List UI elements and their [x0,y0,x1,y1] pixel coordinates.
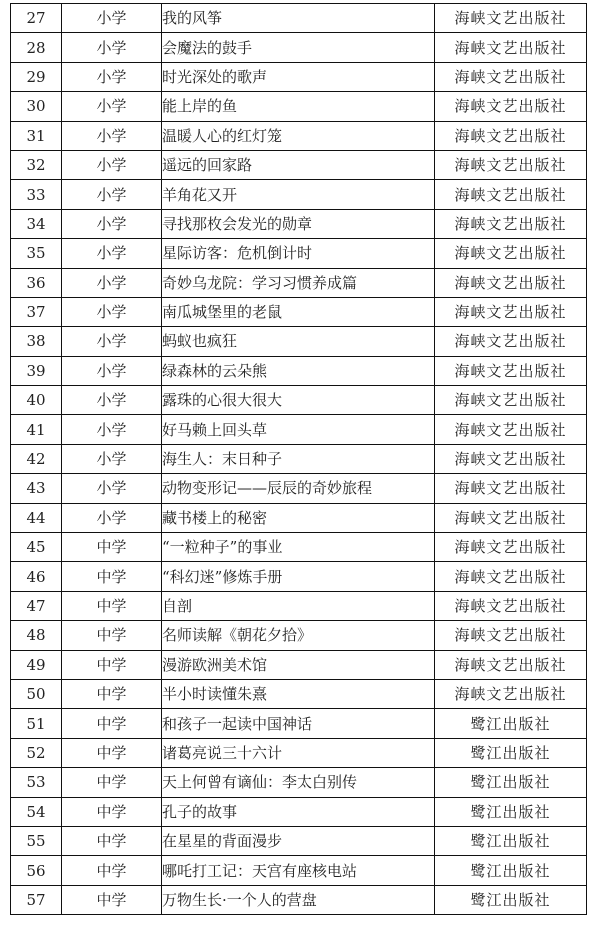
table-row [11,239,587,268]
row-number-cell: 43 [11,474,62,503]
row-number-cell: 32 [11,150,62,179]
table-row [11,33,587,62]
row-number-cell: 27 [11,4,62,33]
school-level-cell: 中学 [62,856,162,885]
row-number-cell: 38 [11,327,62,356]
row-number-cell: 54 [11,797,62,826]
publisher-cell: 海峡文艺出版社 [435,415,587,444]
school-level-cell: 小学 [62,209,162,238]
publisher-cell: 海峡文艺出版社 [435,474,587,503]
table-row [11,503,587,532]
row-number-cell: 39 [11,356,62,385]
table-row [11,92,587,121]
book-list-table [10,3,587,915]
row-number-cell: 57 [11,885,62,914]
book-title-cell: 会魔法的鼓手 [162,33,435,62]
school-level-cell: 小学 [62,356,162,385]
row-number-cell: 36 [11,268,62,297]
table-row [11,415,587,444]
book-title-cell: 温暖人心的红灯笼 [162,121,435,150]
book-title-cell: “一粒种子”的事业 [162,533,435,562]
table-row [11,533,587,562]
book-title-cell: 时光深处的歌声 [162,62,435,91]
table-row [11,121,587,150]
school-level-cell: 小学 [62,415,162,444]
book-title-cell: 在星星的背面漫步 [162,826,435,855]
book-title-cell: 藏书楼上的秘密 [162,503,435,532]
table-row [11,768,587,797]
book-title-cell: 漫游欧洲美术馆 [162,650,435,679]
row-number-cell: 28 [11,33,62,62]
row-number-cell: 51 [11,709,62,738]
school-level-cell: 中学 [62,885,162,914]
table-row [11,709,587,738]
table-row [11,621,587,650]
school-level-cell: 小学 [62,268,162,297]
book-title-cell: 能上岸的鱼 [162,92,435,121]
publisher-cell: 海峡文艺出版社 [435,356,587,385]
book-title-cell: 海生人：末日种子 [162,444,435,473]
school-level-cell: 小学 [62,444,162,473]
table-row [11,209,587,238]
publisher-cell: 海峡文艺出版社 [435,4,587,33]
book-title-cell: 遥远的回家路 [162,150,435,179]
publisher-cell: 海峡文艺出版社 [435,268,587,297]
publisher-cell: 海峡文艺出版社 [435,591,587,620]
publisher-cell: 海峡文艺出版社 [435,209,587,238]
book-title-cell: 名师读解《朝花夕拾》 [162,621,435,650]
book-title-cell: 诸葛亮说三十六计 [162,738,435,767]
publisher-cell: 海峡文艺出版社 [435,33,587,62]
publisher-cell: 海峡文艺出版社 [435,180,587,209]
book-title-cell: 寻找那枚会发光的勋章 [162,209,435,238]
school-level-cell: 中学 [62,826,162,855]
school-level-cell: 中学 [62,650,162,679]
school-level-cell: 中学 [62,797,162,826]
table-row [11,562,587,591]
school-level-cell: 小学 [62,297,162,326]
publisher-cell: 鹭江出版社 [435,856,587,885]
publisher-cell: 海峡文艺出版社 [435,503,587,532]
school-level-cell: 小学 [62,239,162,268]
book-title-cell: 绿森林的云朵熊 [162,356,435,385]
row-number-cell: 33 [11,180,62,209]
book-title-cell: 动物变形记——辰辰的奇妙旅程 [162,474,435,503]
book-title-cell: 孔子的故事 [162,797,435,826]
book-title-cell: 哪吒打工记：天宫有座核电站 [162,856,435,885]
row-number-cell: 34 [11,209,62,238]
row-number-cell: 48 [11,621,62,650]
school-level-cell: 中学 [62,591,162,620]
book-title-cell: “科幻迷”修炼手册 [162,562,435,591]
publisher-cell: 海峡文艺出版社 [435,533,587,562]
publisher-cell: 海峡文艺出版社 [435,121,587,150]
row-number-cell: 56 [11,856,62,885]
publisher-cell: 海峡文艺出版社 [435,562,587,591]
publisher-cell: 海峡文艺出版社 [435,650,587,679]
row-number-cell: 46 [11,562,62,591]
row-number-cell: 37 [11,297,62,326]
table-row [11,327,587,356]
table-row [11,797,587,826]
publisher-cell: 鹭江出版社 [435,826,587,855]
school-level-cell: 小学 [62,33,162,62]
school-level-cell: 小学 [62,150,162,179]
book-title-cell: 和孩子一起读中国神话 [162,709,435,738]
row-number-cell: 55 [11,826,62,855]
book-title-cell: 半小时读懂朱熹 [162,679,435,708]
row-number-cell: 42 [11,444,62,473]
row-number-cell: 44 [11,503,62,532]
row-number-cell: 29 [11,62,62,91]
row-number-cell: 40 [11,386,62,415]
book-title-cell: 露珠的心很大很大 [162,386,435,415]
publisher-cell: 鹭江出版社 [435,709,587,738]
table-row [11,591,587,620]
publisher-cell: 鹭江出版社 [435,768,587,797]
publisher-cell: 海峡文艺出版社 [435,679,587,708]
table-row [11,885,587,914]
table-row [11,297,587,326]
row-number-cell: 35 [11,239,62,268]
table-row [11,268,587,297]
book-title-cell: 自剖 [162,591,435,620]
publisher-cell: 海峡文艺出版社 [435,150,587,179]
school-level-cell: 小学 [62,386,162,415]
school-level-cell: 小学 [62,503,162,532]
table-row [11,650,587,679]
table-row [11,356,587,385]
publisher-cell: 海峡文艺出版社 [435,327,587,356]
table-row [11,62,587,91]
publisher-cell: 海峡文艺出版社 [435,92,587,121]
book-title-cell: 奇妙乌龙院：学习习惯养成篇 [162,268,435,297]
school-level-cell: 小学 [62,121,162,150]
table-row [11,444,587,473]
row-number-cell: 45 [11,533,62,562]
publisher-cell: 海峡文艺出版社 [435,621,587,650]
table-row [11,826,587,855]
publisher-cell: 海峡文艺出版社 [435,297,587,326]
book-title-cell: 南瓜城堡里的老鼠 [162,297,435,326]
school-level-cell: 小学 [62,180,162,209]
row-number-cell: 30 [11,92,62,121]
school-level-cell: 小学 [62,327,162,356]
school-level-cell: 小学 [62,92,162,121]
school-level-cell: 中学 [62,768,162,797]
table-row [11,150,587,179]
book-title-cell: 星际访客：危机倒计时 [162,239,435,268]
book-title-cell: 蚂蚁也疯狂 [162,327,435,356]
table-row [11,386,587,415]
school-level-cell: 中学 [62,709,162,738]
school-level-cell: 中学 [62,738,162,767]
school-level-cell: 小学 [62,4,162,33]
school-level-cell: 中学 [62,679,162,708]
row-number-cell: 49 [11,650,62,679]
book-title-cell: 好马赖上回头草 [162,415,435,444]
publisher-cell: 海峡文艺出版社 [435,239,587,268]
school-level-cell: 中学 [62,621,162,650]
school-level-cell: 小学 [62,474,162,503]
publisher-cell: 鹭江出版社 [435,738,587,767]
row-number-cell: 52 [11,738,62,767]
publisher-cell: 海峡文艺出版社 [435,444,587,473]
table-row [11,4,587,33]
publisher-cell: 海峡文艺出版社 [435,386,587,415]
book-title-cell: 万物生长·一个人的营盘 [162,885,435,914]
school-level-cell: 中学 [62,562,162,591]
table-row [11,738,587,767]
table-body [11,4,587,915]
table-row [11,474,587,503]
publisher-cell: 鹭江出版社 [435,797,587,826]
publisher-cell: 海峡文艺出版社 [435,62,587,91]
school-level-cell: 中学 [62,533,162,562]
row-number-cell: 41 [11,415,62,444]
row-number-cell: 53 [11,768,62,797]
row-number-cell: 47 [11,591,62,620]
school-level-cell: 小学 [62,62,162,91]
book-title-cell: 羊角花又开 [162,180,435,209]
table-row [11,180,587,209]
book-title-cell: 天上何曾有谪仙：李太白别传 [162,768,435,797]
table-row [11,679,587,708]
table-row [11,856,587,885]
row-number-cell: 31 [11,121,62,150]
book-title-cell: 我的风筝 [162,4,435,33]
publisher-cell: 鹭江出版社 [435,885,587,914]
row-number-cell: 50 [11,679,62,708]
